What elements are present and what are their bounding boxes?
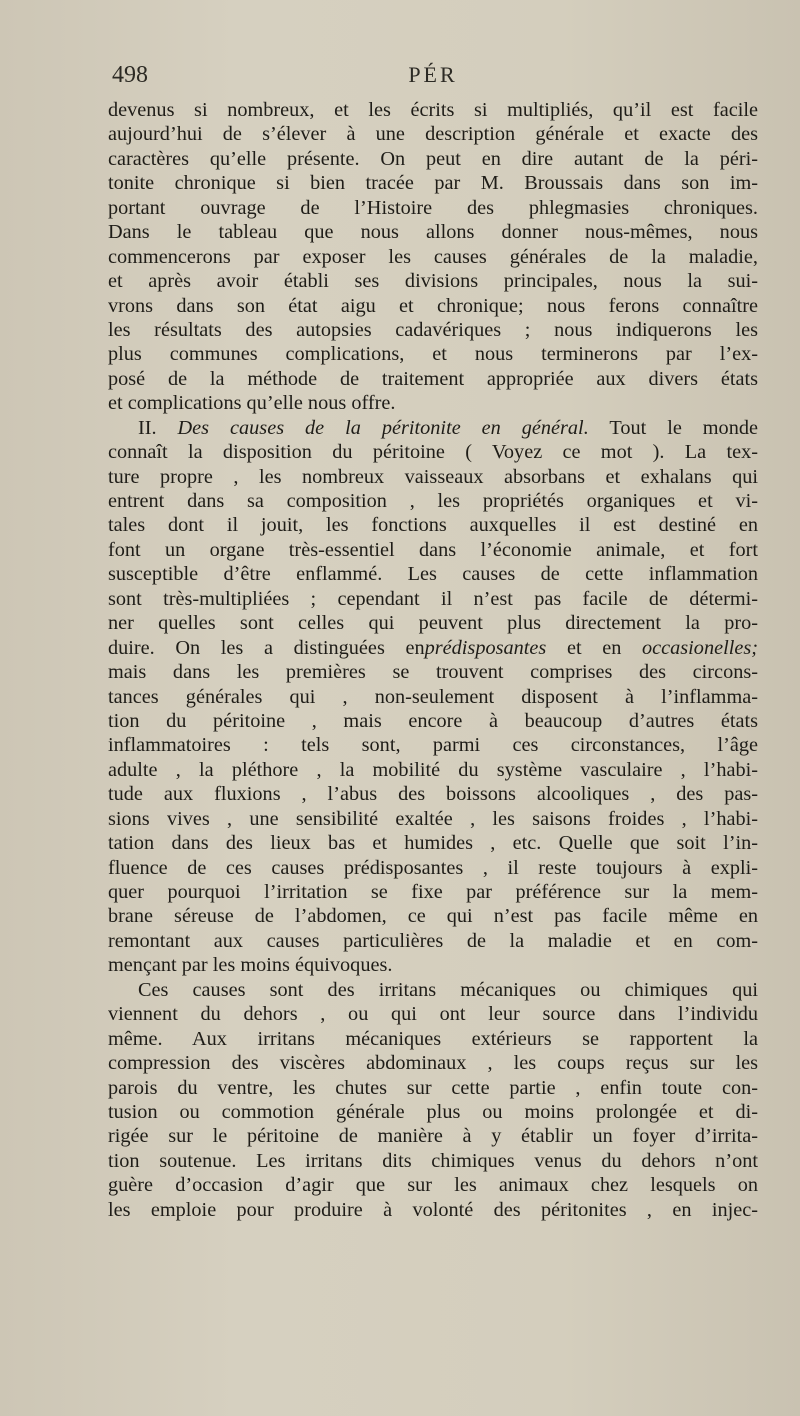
text-line: connaît la disposition du péritoine ( Voyez ce mot ). La tex- bbox=[108, 441, 758, 464]
text-line: tonite chronique si bien tracée par M. Broussais dans son im- bbox=[108, 172, 758, 195]
text-line: adulte , la pléthore , la mobilité du système vasculaire , l’habi- bbox=[108, 758, 758, 781]
text-line: parois du ventre, les chutes sur cette partie , enfin toute con- bbox=[108, 1076, 758, 1099]
text-line: susceptible d’être enflammé. Les causes de cette inflammation bbox=[108, 563, 758, 586]
text-line: vrons dans son état aigu et chronique; nous ferons connaître bbox=[108, 294, 758, 317]
text-fragment: duire. On les a distinguées en bbox=[108, 636, 425, 659]
text-line: font un organe très-essentiel dans l’économie animale, et fort bbox=[108, 538, 758, 561]
page-number: 498 bbox=[112, 62, 148, 88]
text-line: ner quelles sont celles qui peuvent plus directement la pro- bbox=[108, 612, 758, 635]
text-line: plus communes complications, et nous terminerons par l’ex- bbox=[108, 343, 758, 366]
text-line: tion du péritoine , mais encore à beaucoup d’autres états bbox=[108, 709, 758, 732]
text-line: compression des viscères abdominaux , les coups reçus sur les bbox=[108, 1052, 758, 1075]
running-head: PÉR bbox=[408, 62, 458, 87]
text-line: les résultats des autopsies cadavériques ; nous indiquerons les bbox=[108, 318, 758, 341]
page-bottom-margin bbox=[0, 1300, 800, 1416]
text-line: fluence de ces causes prédisposantes , il reste toujours à expli- bbox=[108, 856, 758, 879]
text-line: tation dans des lieux bas et humides , etc. Quelle que soit l’in- bbox=[108, 832, 758, 855]
body-text bbox=[108, 98, 758, 1222]
text-line: aujourd’hui de s’élever à une description générale et exacte des bbox=[108, 123, 758, 146]
section-heading-line bbox=[108, 416, 758, 440]
text-line: tances générales qui , non-seulement disposent à l’inflamma- bbox=[108, 685, 758, 708]
text-line: posé de la méthode de traitement appropriée aux divers états bbox=[108, 367, 758, 390]
text-line: inflammatoires : tels sont, parmi ces circonstances, l’âge bbox=[108, 734, 758, 757]
text-line: même. Aux irritans mécaniques extérieurs se rapportent la bbox=[108, 1027, 758, 1050]
text-line: mais dans les premières se trouvent comprises des circons- bbox=[108, 661, 758, 684]
section-numeral: II. bbox=[138, 416, 157, 439]
text-fragment: et en bbox=[566, 636, 622, 659]
text-line: les emploie pour produire à volonté des péritonites , en injec- bbox=[108, 1198, 758, 1221]
text-line: tion soutenue. Les irritans dits chimiques venus du dehors n’ont bbox=[108, 1149, 758, 1172]
text-line: quer pourquoi l’irritation se fixe par préférence sur la mem- bbox=[108, 881, 758, 903]
text-line: tales dont il jouit, les fonctions auxquelles il est destiné en bbox=[108, 514, 758, 537]
text-line: Ces causes sont des irritans mécaniques ou chimiques qui bbox=[138, 978, 758, 1001]
text-line: mençant par les moins équivoques. bbox=[108, 954, 393, 977]
text-line: tusion ou commotion générale plus ou moins prolongée et di- bbox=[108, 1100, 758, 1123]
page-header bbox=[108, 62, 758, 98]
text-line: caractères qu’elle présente. On peut en dire autant de la péri- bbox=[108, 147, 758, 170]
text-line: rigée sur le péritoine de manière à y établir un foyer d’irrita- bbox=[108, 1125, 758, 1148]
italic-term: prédisposantes bbox=[424, 636, 547, 659]
text-line: tude aux fluxions , l’abus des boissons alcooliques , des pas- bbox=[108, 783, 758, 806]
text-line: brane séreuse de l’abdomen, ce qui n’est pas facile même en bbox=[108, 905, 758, 928]
mixed-text-line bbox=[108, 636, 758, 660]
italic-term: occasionelles; bbox=[642, 636, 759, 659]
text-line: viennent du dehors , ou qui ont leur source dans l’individu bbox=[108, 1003, 758, 1026]
text-line: portant ouvrage de l’Histoire des phlegmasies chroniques. bbox=[108, 196, 758, 219]
text-line: Dans le tableau que nous allons donner nous-mêmes, nous bbox=[108, 221, 758, 244]
text-line: devenus si nombreux, et les écrits si multipliés, qu’il est facile bbox=[108, 99, 758, 121]
text-line: entrent dans sa composition , les propriétés organiques et vi- bbox=[108, 490, 758, 512]
text-line: et après avoir établi ses divisions principales, nous la sui- bbox=[108, 270, 758, 293]
section-line-rest: Tout le monde bbox=[609, 416, 758, 439]
text-line: et complications qu’elle nous offre. bbox=[108, 392, 396, 415]
text-line: sont très-multipliées ; cependant il n’est pas facile de détermi- bbox=[108, 587, 758, 610]
text-line: remontant aux causes particulières de la maladie et en com- bbox=[108, 929, 758, 952]
text-line: sions vives , une sensibilité exaltée , les saisons froides , l’habi- bbox=[108, 807, 758, 830]
text-line: guère d’occasion d’agir que sur les animaux chez lesquels on bbox=[108, 1174, 758, 1197]
section-heading: Des causes de la péritonite en général. bbox=[177, 416, 589, 439]
text-line: commencerons par exposer les causes générales de la maladie, bbox=[108, 245, 758, 268]
text-line: ture propre , les nombreux vaisseaux absorbans et exhalans qui bbox=[108, 465, 758, 488]
